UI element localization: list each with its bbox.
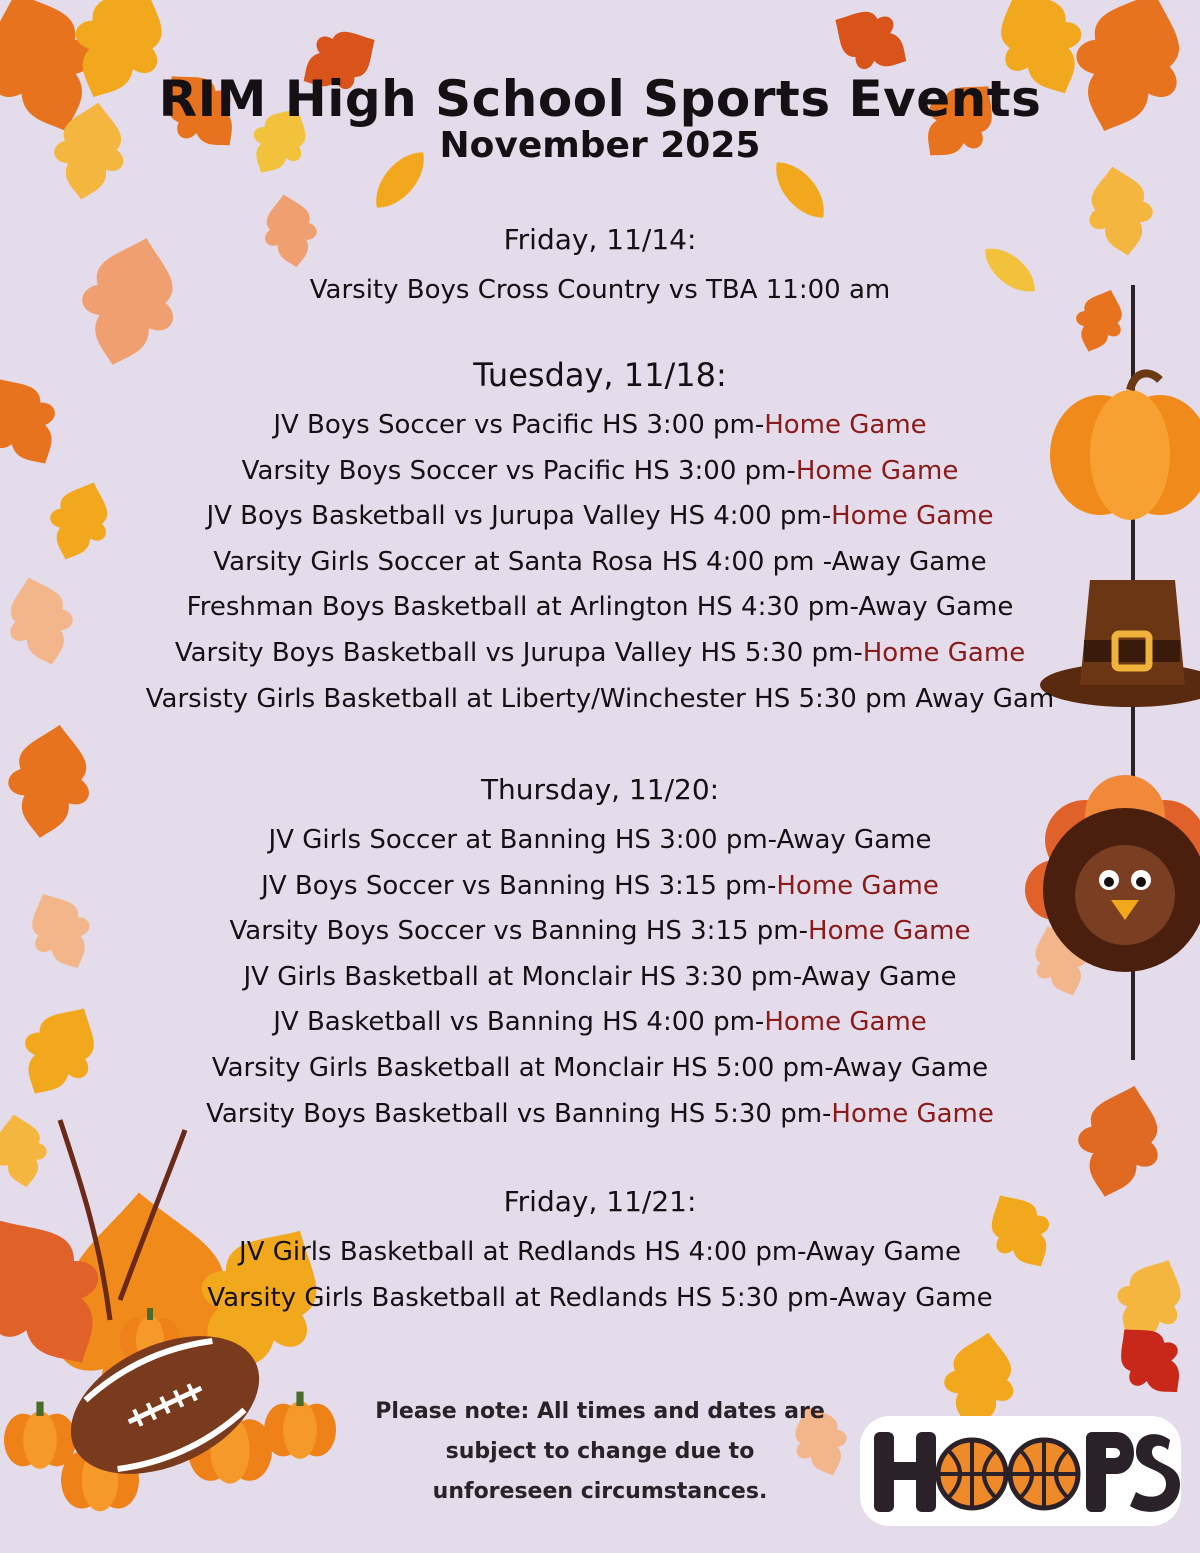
event-line (0, 494, 1200, 540)
home-game-tag: Home Game (831, 1098, 994, 1129)
home-game-tag: Home Game (808, 916, 971, 947)
day-section (0, 1182, 1200, 1321)
note-line: unforeseen circumstances. (432, 1479, 768, 1504)
day-section (0, 355, 1200, 722)
event-line (0, 1046, 1200, 1092)
event-line (0, 677, 1200, 723)
day-heading: Friday, 11/21: (503, 1185, 697, 1218)
event-line (0, 268, 1200, 314)
day-section (0, 220, 1200, 314)
event-line (0, 540, 1200, 586)
event-line (0, 631, 1200, 677)
home-game-tag: Home Game (862, 637, 1026, 668)
event-text: JV Girls Soccer at Banning HS 3:00 pm-Away Game (268, 825, 932, 855)
event-line (0, 403, 1200, 449)
page-title: RIM High School Sports Events (158, 70, 1042, 128)
disclaimer-note (330, 1392, 870, 1512)
event-text: Varsisty Girls Basketball at Liberty/Winchester HS 5:30 pm Away Gam (145, 683, 1055, 714)
event-text: Freshman Boys Basketball at Arlington HS 4:30 pm-Away Game (186, 592, 1014, 623)
event-line (0, 1000, 1200, 1046)
home-game-tag: Home Game (776, 870, 939, 901)
day-section (0, 770, 1200, 1137)
event-text: Varsity Girls Basketball at Monclair HS 5:00 pm-Away Game (211, 1052, 989, 1083)
day-heading: Thursday, 11/20: (480, 773, 720, 806)
event-text: Varsity Girls Basketball at Redlands HS 5:30 pm-Away Game (207, 1282, 993, 1313)
event-line (0, 585, 1200, 631)
event-text: JV Boys Basketball vs Jurupa Valley HS 4:00 pm- (206, 501, 832, 532)
event-line (0, 1230, 1200, 1276)
event-text: JV Boys Soccer vs Banning HS 3:15 pm- (261, 870, 777, 901)
event-text: Varsity Boys Basketball vs Banning HS 5:30 pm- (206, 1098, 832, 1129)
event-text: JV Boys Soccer vs Pacific HS 3:00 pm- (273, 410, 765, 440)
home-game-tag: Home Game (795, 455, 959, 486)
day-heading: Friday, 11/14: (503, 223, 697, 256)
page-subtitle: November 2025 (439, 125, 761, 166)
home-game-tag: Home Game (764, 1007, 927, 1038)
event-line (0, 818, 1200, 864)
event-text: Varsity Boys Soccer vs Banning HS 3:15 pm- (229, 916, 809, 947)
event-line (0, 864, 1200, 910)
event-text: JV Girls Basketball at Monclair HS 3:30 pm-Away Game (243, 961, 957, 992)
event-text: JV Basketball vs Banning HS 4:00 pm- (273, 1007, 765, 1038)
event-line (0, 1276, 1200, 1322)
event-line (0, 909, 1200, 955)
home-game-tag: Home Game (764, 410, 927, 440)
home-game-tag: Home Game (831, 501, 994, 532)
note-line: Please note: All times and dates are (375, 1399, 825, 1424)
event-text: Varsity Girls Soccer at Santa Rosa HS 4:00 pm -Away Game (213, 546, 987, 577)
day-heading: Tuesday, 11/18: (473, 356, 727, 394)
event-text: Varsity Boys Soccer vs Pacific HS 3:00 pm- (241, 455, 796, 486)
basketball-icon (1010, 1440, 1078, 1508)
event-text: JV Girls Basketball at Redlands HS 4:00 pm-Away Game (239, 1237, 961, 1267)
event-text: Varsity Boys Basketball vs Jurupa Valley HS 5:30 pm- (174, 637, 863, 668)
hoops-logo (858, 1412, 1183, 1530)
event-text: Varsity Boys Cross Country vs TBA 11:00 am (309, 275, 891, 305)
event-line (0, 1092, 1200, 1138)
event-line (0, 449, 1200, 495)
basketball-icon (938, 1440, 1006, 1508)
note-line: subject to change due to (445, 1439, 755, 1464)
event-line (0, 955, 1200, 1001)
